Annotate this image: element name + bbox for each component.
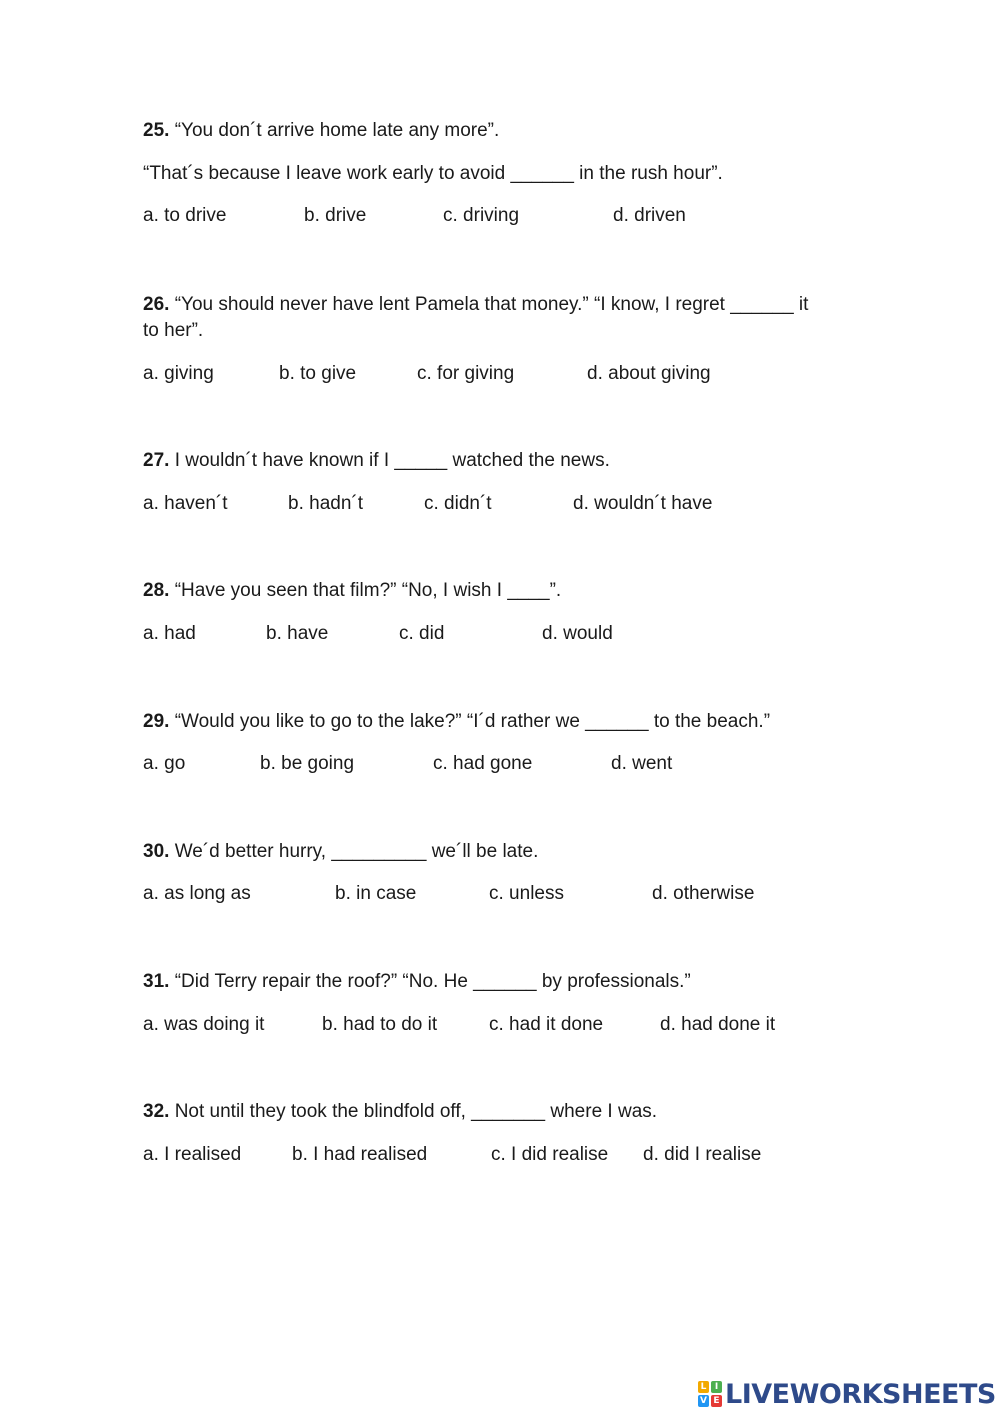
question-28-option-d[interactable]: d. would [542, 623, 613, 644]
question-29-stem [143, 710, 770, 734]
question-32-option-b[interactable]: b. I had realised [292, 1144, 428, 1165]
brand-name: LIVEWORKSHEETS [725, 1378, 996, 1410]
logo-tile-e: E [711, 1395, 722, 1407]
logo-tile-l: L [698, 1381, 709, 1393]
question-28-option-c[interactable]: c. did [399, 623, 445, 644]
question-25-option-d[interactable]: d. driven [613, 205, 686, 226]
question-25-option-c[interactable]: c. driving [443, 205, 520, 226]
question-25-continuation: “That´s because I leave work early to avoid ______ in the rush hour”. [143, 163, 723, 184]
question-29-option-d[interactable]: d. went [611, 753, 673, 774]
question-31-option-d[interactable]: d. had done it [660, 1014, 776, 1035]
question-32-stem [143, 1100, 657, 1124]
question-number: 30. [143, 841, 170, 862]
question-text: “You should never have lent Pamela that money.” “I know, I regret ______ it [174, 294, 809, 315]
question-number: 32. [143, 1101, 170, 1122]
question-number: 27. [143, 450, 170, 471]
question-30-option-b[interactable]: b. in case [335, 883, 417, 904]
question-31-option-c[interactable]: c. had it done [489, 1014, 604, 1035]
question-30-stem [143, 840, 538, 864]
question-27-stem [143, 449, 610, 473]
question-31-option-b[interactable]: b. had to do it [322, 1014, 438, 1035]
question-31-stem [143, 970, 691, 994]
question-32-option-d[interactable]: d. did I realise [643, 1144, 762, 1165]
question-26-option-a[interactable]: a. giving [143, 363, 214, 384]
question-text: “You don´t arrive home late any more”. [174, 120, 500, 141]
question-25-option-a[interactable]: a. to drive [143, 205, 227, 226]
question-27-option-c[interactable]: c. didn´t [424, 493, 492, 514]
question-29-option-b[interactable]: b. be going [260, 753, 355, 774]
question-26-stem [143, 293, 808, 317]
question-27-option-b[interactable]: b. hadn´t [288, 493, 363, 514]
question-26-option-d[interactable]: d. about giving [587, 363, 711, 384]
question-32-option-a[interactable]: a. I realised [143, 1144, 242, 1165]
question-29-option-a[interactable]: a. go [143, 753, 186, 774]
question-28-stem [143, 579, 561, 603]
question-number: 26. [143, 294, 170, 315]
question-26-continuation: to her”. [143, 320, 204, 341]
question-text: I wouldn´t have known if I _____ watched the news. [174, 450, 610, 471]
logo-tile-i: I [711, 1381, 722, 1393]
question-28-option-b[interactable]: b. have [266, 623, 329, 644]
question-30-option-d[interactable]: d. otherwise [652, 883, 755, 904]
liveworksheets-logo-icon [698, 1381, 722, 1407]
question-text: Not until they took the blindfold off, _______ where I was. [174, 1101, 658, 1122]
question-27-option-d[interactable]: d. wouldn´t have [573, 493, 713, 514]
question-26-option-c[interactable]: c. for giving [417, 363, 515, 384]
question-number: 31. [143, 971, 170, 992]
question-25-option-b[interactable]: b. drive [304, 205, 367, 226]
question-27-option-a[interactable]: a. haven´t [143, 493, 228, 514]
liveworksheets-logo[interactable] [698, 1378, 996, 1410]
question-30-option-c[interactable]: c. unless [489, 883, 564, 904]
question-26-option-b[interactable]: b. to give [279, 363, 357, 384]
question-text: We´d better hurry, _________ we´ll be late. [174, 841, 539, 862]
question-text: “Have you seen that film?” “No, I wish I ____”. [174, 580, 562, 601]
question-text: “Did Terry repair the roof?” “No. He ______ by professionals.” [174, 971, 691, 992]
question-32-option-c[interactable]: c. I did realise [491, 1144, 609, 1165]
question-31-option-a[interactable]: a. was doing it [143, 1014, 265, 1035]
question-25-stem [143, 119, 499, 143]
question-30-option-a[interactable]: a. as long as [143, 883, 251, 904]
question-28-option-a[interactable]: a. had [143, 623, 196, 644]
logo-tile-v: V [698, 1395, 709, 1407]
question-number: 29. [143, 711, 170, 732]
question-number: 28. [143, 580, 170, 601]
question-number: 25. [143, 120, 170, 141]
question-29-option-c[interactable]: c. had gone [433, 753, 533, 774]
question-text: “Would you like to go to the lake?” “I´d rather we ______ to the beach.” [174, 711, 771, 732]
